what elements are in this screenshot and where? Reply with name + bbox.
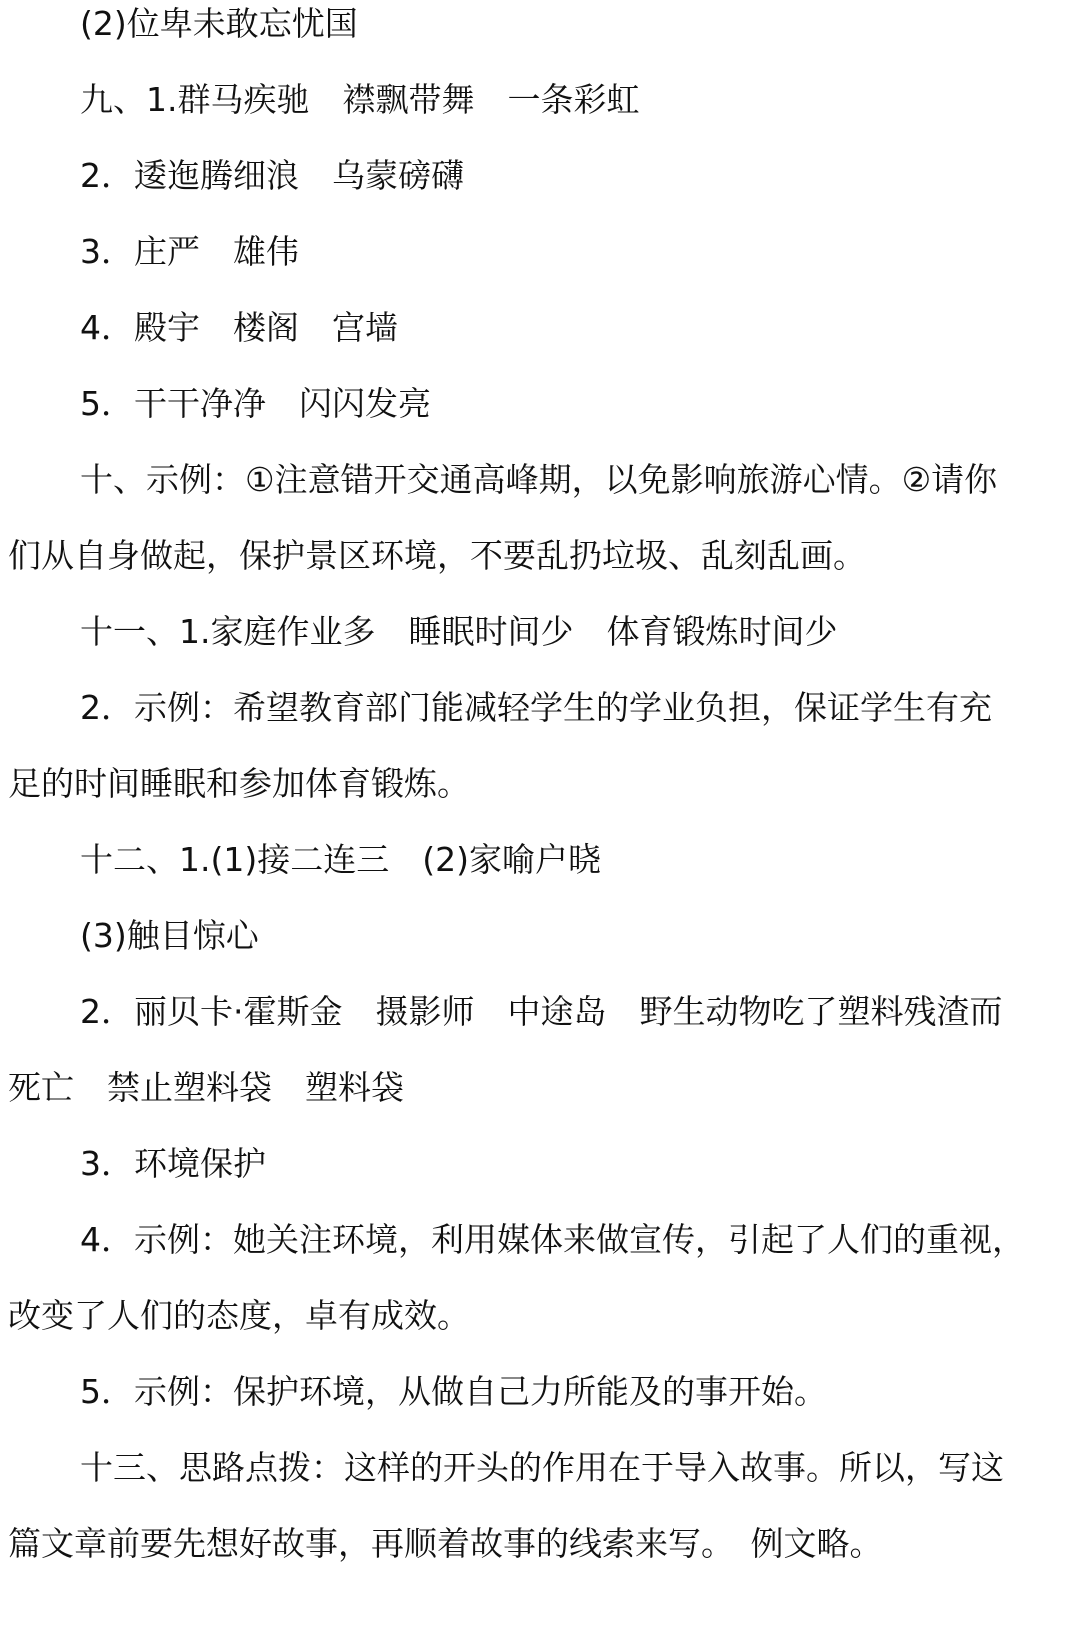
answer-line-11: 足的时间睡眠和参加体育锻炼。 bbox=[8, 764, 470, 803]
answer-line-19: 5．示例：保护环境，从做自己力所能及的事开始。 bbox=[80, 1372, 827, 1411]
answer-line-20: 十三、思路点拨：这样的开头的作用在于导入故事。所以，写这 bbox=[80, 1448, 1004, 1487]
answer-line-9: 十一、1.家庭作业多 睡眠时间少 体育锻炼时间少 bbox=[80, 612, 838, 651]
answer-line-14: 2．丽贝卡·霍斯金 摄影师 中途岛 野生动物吃了塑料残渣而 bbox=[80, 992, 1003, 1031]
answer-line-16: 3．环境保护 bbox=[80, 1144, 266, 1183]
answer-line-21: 篇文章前要先想好故事，再顺着故事的线索来写。 例文略。 bbox=[8, 1524, 883, 1563]
answer-line-1: (2)位卑未敢忘忧国 bbox=[80, 4, 358, 43]
answer-line-7: 十、示例：①注意错开交通高峰期，以免影响旅游心情。②请你 bbox=[80, 460, 998, 499]
answer-line-15: 死亡 禁止塑料袋 塑料袋 bbox=[8, 1068, 404, 1107]
answer-line-3: 2．逶迤腾细浪 乌蒙磅礴 bbox=[80, 156, 464, 195]
answer-line-2: 九、1.群马疾驰 襟飘带舞 一条彩虹 bbox=[80, 80, 640, 119]
answer-line-18: 改变了人们的态度，卓有成效。 bbox=[8, 1296, 470, 1335]
answer-line-17: 4．示例：她关注环境，利用媒体来做宣传，引起了人们的重视， bbox=[80, 1220, 1025, 1259]
answer-line-10: 2．示例：希望教育部门能减轻学生的学业负担，保证学生有充 bbox=[80, 688, 992, 727]
answer-line-13: (3)触目惊心 bbox=[80, 916, 259, 955]
answer-line-12: 十二、1.(1)接二连三 (2)家喻户晓 bbox=[80, 840, 601, 879]
answer-line-5: 4．殿宇 楼阁 宫墙 bbox=[80, 308, 398, 347]
answer-line-6: 5．干干净净 闪闪发亮 bbox=[80, 384, 431, 423]
answer-line-4: 3．庄严 雄伟 bbox=[80, 232, 299, 271]
answer-line-8: 们从自身做起，保护景区环境，不要乱扔垃圾、乱刻乱画。 bbox=[8, 536, 866, 575]
